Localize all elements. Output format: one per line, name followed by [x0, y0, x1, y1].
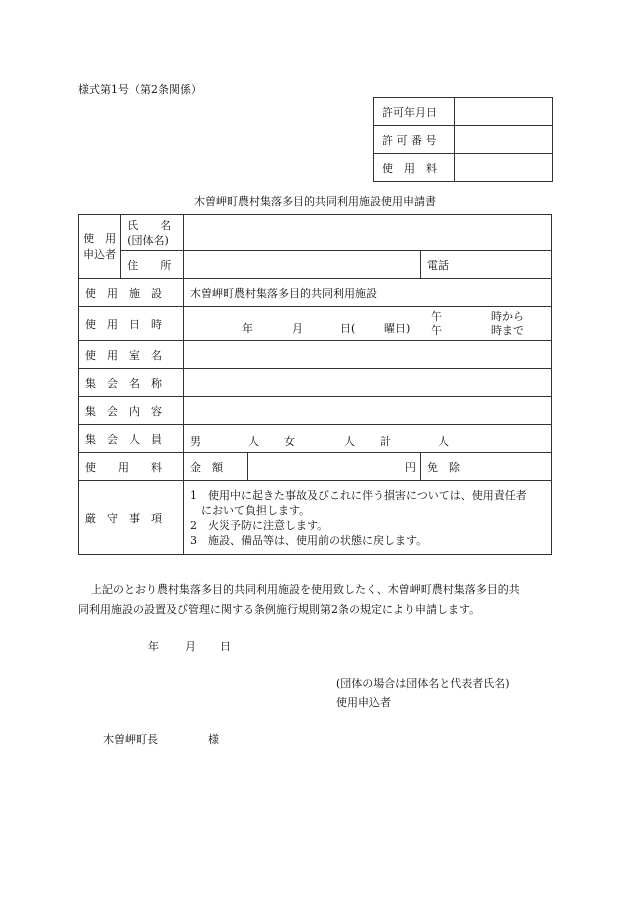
declaration-line-2: 同利用施設の設置及び管理に関する条例施行規則第2条の規定により申請します。: [78, 603, 481, 616]
attendees-field[interactable]: [184, 425, 552, 453]
permit-row: [374, 98, 553, 126]
permit-number-value[interactable]: [455, 126, 553, 154]
male-unit: 人: [248, 435, 259, 448]
rule-item: 3 施設、備品等は、使用前の状態に戻します。: [190, 533, 428, 547]
date-day: 日: [220, 640, 231, 653]
applicant-name-row: [79, 215, 552, 251]
meeting-name-label: 集 会 名 称: [79, 369, 184, 397]
form-reference: 様式第1号（第2条関係）: [78, 83, 202, 96]
name-label: 氏 名: [127, 218, 172, 232]
declaration-line-1: 上記のとおり農村集落多目的共同利用施設を使用致したく、木曽岬町農村集落多目的共: [91, 583, 520, 596]
permit-date-label: 許可年月日: [374, 98, 455, 126]
permit-number-label: 許 可 番 号: [374, 126, 455, 154]
exempt-field[interactable]: [421, 453, 552, 481]
name-label-cell: [121, 215, 184, 251]
phone-label: 電話: [427, 258, 449, 272]
group-name-label: (団体名): [127, 233, 169, 247]
phone-cell[interactable]: [421, 251, 552, 279]
permit-row: [374, 126, 553, 154]
applicant-address-row: [79, 251, 552, 279]
time-to: 時まで: [491, 324, 524, 337]
attendees-row: [79, 425, 552, 453]
amount-label: 金 額: [184, 453, 248, 481]
permit-box: [373, 97, 553, 182]
exempt-label: 免 除: [427, 460, 460, 474]
ampm-from: 午: [431, 310, 442, 323]
facility-label: 使 用 施 設: [79, 279, 184, 307]
rules-row: [79, 481, 552, 555]
year-unit: 年: [242, 322, 253, 335]
meeting-content-field[interactable]: [184, 397, 552, 425]
month-unit: 月: [292, 322, 303, 335]
date-month: 月: [185, 640, 196, 653]
permit-fee-value[interactable]: [455, 154, 553, 182]
total-label: 計: [380, 435, 391, 448]
room-row: [79, 341, 552, 369]
date-year: 年: [148, 640, 159, 653]
applicant-group-label: 使 用 申込者: [79, 215, 121, 279]
addressee-name: 木曽岬町長: [103, 733, 158, 746]
room-label: 使 用 室 名: [79, 341, 184, 369]
ampm-to: 午: [431, 324, 442, 337]
male-label: 男: [190, 435, 201, 448]
rules-label: 厳 守 事 項: [79, 481, 184, 555]
applicant-signature-label: 使用申込者: [336, 696, 391, 709]
application-form: [78, 214, 552, 555]
permit-row: [374, 154, 553, 182]
female-label: 女: [284, 435, 295, 448]
total-unit: 人: [438, 435, 449, 448]
room-field[interactable]: [184, 341, 552, 369]
document-title: 木曽岬町農村集落多目的共同利用施設使用申請書: [194, 195, 436, 208]
name-field[interactable]: [184, 215, 552, 251]
rule-item: において負担します。: [190, 503, 311, 517]
rule-item: 2 火災予防に注意します。: [190, 518, 329, 532]
fee-label: 使 用 料: [79, 453, 184, 481]
female-unit: 人: [344, 435, 355, 448]
meeting-name-row: [79, 369, 552, 397]
rule-item: 1 使用中に起きた事故及びこれに伴う損害については、使用責任者: [190, 488, 527, 502]
weekday-unit: 曜日): [384, 322, 411, 335]
meeting-content-label: 集 会 内 容: [79, 397, 184, 425]
address-field[interactable]: [184, 251, 421, 279]
meeting-content-row: [79, 397, 552, 425]
facility-row: [79, 279, 552, 307]
fee-row: [79, 453, 552, 481]
datetime-field[interactable]: [184, 307, 552, 341]
attendees-label: 集 会 人 員: [79, 425, 184, 453]
addressee-honorific: 様: [208, 733, 219, 746]
amount-field[interactable]: [248, 453, 421, 481]
address-label: 住 所: [121, 251, 184, 279]
group-note: (団体の場合は団体名と代表者氏名): [336, 677, 510, 690]
datetime-row: [79, 307, 552, 341]
datetime-label: 使 用 日 時: [79, 307, 184, 341]
facility-value: 木曽岬町農村集落多目的共同利用施設: [184, 279, 552, 307]
yen-unit: 円: [405, 460, 416, 474]
time-from: 時から: [491, 310, 524, 323]
meeting-name-field[interactable]: [184, 369, 552, 397]
permit-fee-label: 使 用 料: [374, 154, 455, 182]
rules-list: [184, 481, 552, 555]
day-unit: 日(: [340, 322, 356, 335]
permit-date-value[interactable]: [455, 98, 553, 126]
